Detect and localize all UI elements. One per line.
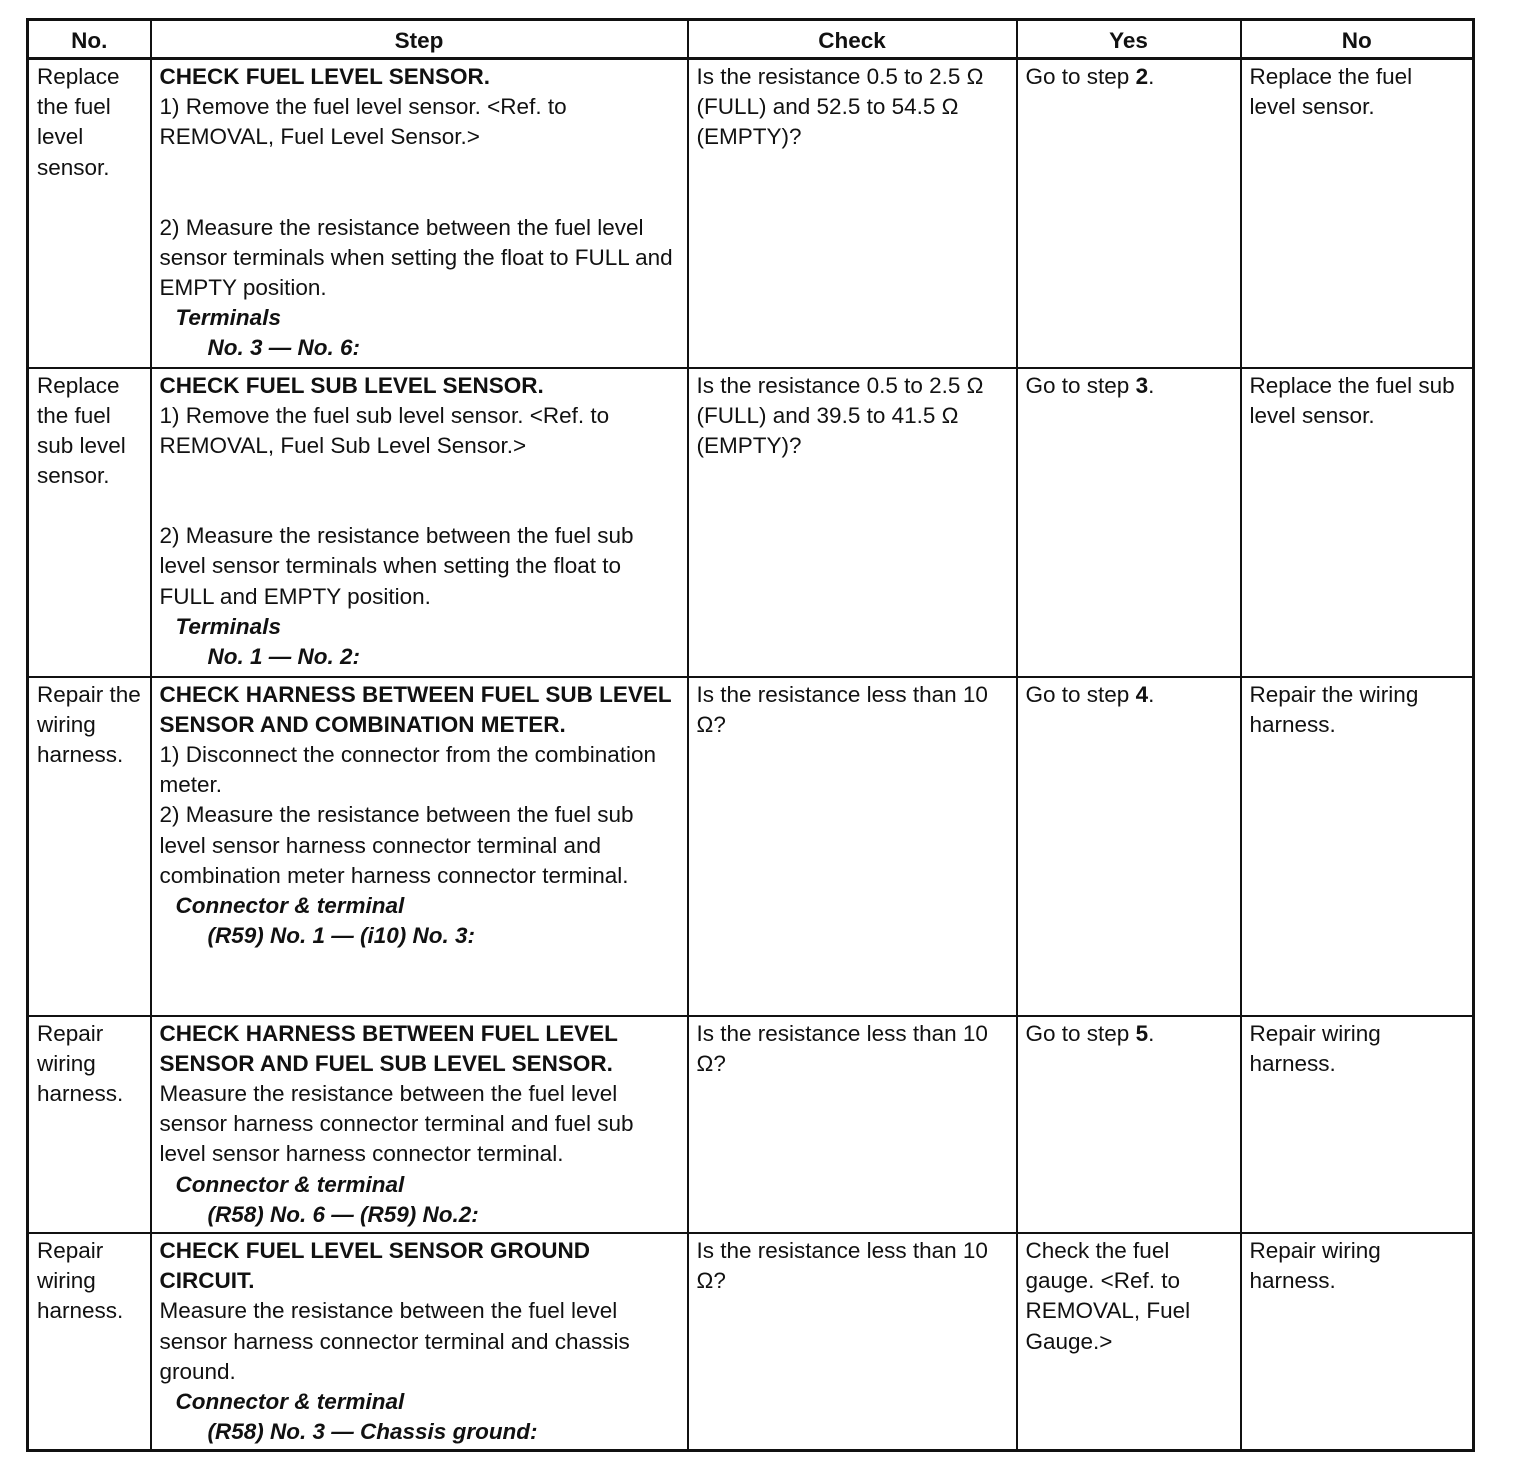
header-no: No.: [28, 20, 151, 59]
yes-cell: [1017, 677, 1241, 1016]
step-instruction: 1) Remove the fuel level sensor. <Ref. to REMOVAL, Fuel Level Sensor.>: [159, 94, 567, 150]
yes-suffix: .: [1148, 64, 1155, 89]
yes-suffix: .: [1148, 372, 1155, 398]
yes-cell: [1017, 59, 1241, 368]
yes-cell: [1017, 368, 1241, 677]
no-cell: Replace the fuel level sensor.: [1241, 59, 1474, 368]
terminal-value: (R58) No. 3 — Chassis ground:: [207, 1419, 538, 1445]
terminal-value: No. 3 — No. 6:: [207, 335, 361, 361]
header-check: Check: [688, 20, 1017, 59]
terminal-value: (R58) No. 6 — (R59) No.2:: [207, 1201, 479, 1227]
step-link: 5: [1135, 1020, 1149, 1046]
header-row: [28, 20, 1474, 59]
terminal-label: Connector & terminal: [175, 1171, 405, 1197]
step-title: CHECK HARNESS BETWEEN FUEL LEVEL SENSOR AND FUEL SUB LEVEL SENSOR.: [159, 1020, 618, 1076]
no-cell: Replace the fuel sub level sensor.: [1241, 368, 1474, 677]
step-title: CHECK FUEL LEVEL SENSOR GROUND CIRCUIT.: [159, 1237, 590, 1294]
header-no-result: No: [1241, 20, 1474, 59]
step-instruction: 1) Remove the fuel sub level sensor. <Ref. to REMOVAL, Fuel Sub Level Sensor.>: [159, 402, 610, 458]
table-row: [28, 1016, 1474, 1233]
yes-text: Go to step: [1025, 1020, 1136, 1046]
terminal-label: Connector & terminal: [175, 1388, 405, 1414]
terminal-value: No. 1 — No. 2:: [207, 643, 361, 669]
step-link: 2: [1135, 64, 1149, 89]
check-cell: Is the resistance less than 10 Ω?: [688, 1233, 1017, 1451]
step-cell: [151, 59, 688, 368]
header-step: Step: [151, 20, 688, 59]
check-cell: Is the resistance less than 10 Ω?: [688, 677, 1017, 1016]
row-number: Repair wiring harness.: [28, 1233, 151, 1451]
yes-text: Go to step: [1025, 372, 1136, 398]
diagnostic-table: [26, 18, 1475, 1452]
header-yes: Yes: [1017, 20, 1241, 59]
check-cell: Is the resistance less than 10 Ω?: [688, 1016, 1017, 1233]
table-row: [28, 59, 1474, 368]
step-instruction: 2) Measure the resistance between the fuel sub level sensor harness connector terminal and combination meter harness connector terminal.: [159, 802, 634, 888]
row-number: Repair wiring harness.: [28, 1016, 151, 1233]
check-cell: Is the resistance 0.5 to 2.5 Ω (FULL) and 52.5 to 54.5 Ω (EMPTY)?: [688, 59, 1017, 368]
step-link: 4: [1135, 681, 1149, 707]
row-number: Repair the wiring harness.: [28, 677, 151, 1016]
step-instruction: 2) Measure the resistance between the fuel sub level sensor terminals when setting the float to FULL and EMPTY position.: [159, 523, 634, 609]
step-link: 3: [1135, 372, 1149, 398]
step-cell: [151, 1233, 688, 1451]
table-row: [28, 1233, 1474, 1451]
row-number: Replace the fuel level sensor.: [28, 59, 151, 368]
table-row: [28, 368, 1474, 677]
yes-text: Go to step: [1025, 681, 1136, 707]
no-cell: Repair wiring harness.: [1241, 1233, 1474, 1451]
yes-suffix: .: [1148, 1020, 1155, 1046]
step-instruction: 2) Measure the resistance between the fuel level sensor terminals when setting the float to FULL and EMPTY position.: [159, 214, 673, 301]
yes-cell: [1017, 1016, 1241, 1233]
step-instruction: Measure the resistance between the fuel level sensor harness connector terminal and fuel sub level sensor harness connector terminal.: [159, 1080, 634, 1167]
yes-text: Go to step: [1025, 64, 1136, 89]
terminal-label: Terminals: [175, 305, 281, 331]
yes-cell: Check the fuel gauge. <Ref. to REMOVAL, Fuel Gauge.>: [1017, 1233, 1241, 1451]
no-cell: Repair wiring harness.: [1241, 1016, 1474, 1233]
step-title: CHECK FUEL LEVEL SENSOR.: [159, 64, 490, 89]
step-instruction: Measure the resistance between the fuel level sensor harness connector terminal and chassis ground.: [159, 1298, 630, 1384]
check-cell: Is the resistance 0.5 to 2.5 Ω (FULL) and 39.5 to 41.5 Ω (EMPTY)?: [688, 368, 1017, 677]
step-instruction: 1) Disconnect the connector from the combination meter.: [159, 741, 657, 798]
step-title: CHECK HARNESS BETWEEN FUEL SUB LEVEL SENSOR AND COMBINATION METER.: [159, 681, 672, 737]
step-cell: [151, 1016, 688, 1233]
yes-suffix: .: [1148, 681, 1155, 707]
terminal-label: Connector & terminal: [175, 892, 405, 918]
row-number: Replace the fuel sub level sensor.: [28, 368, 151, 677]
step-cell: [151, 368, 688, 677]
terminal-label: Terminals: [175, 613, 281, 639]
step-title: CHECK FUEL SUB LEVEL SENSOR.: [159, 372, 544, 398]
step-cell: [151, 677, 688, 1016]
table-row: [28, 677, 1474, 1016]
terminal-value: (R59) No. 1 — (i10) No. 3:: [207, 923, 476, 949]
no-cell: Repair the wiring harness.: [1241, 677, 1474, 1016]
